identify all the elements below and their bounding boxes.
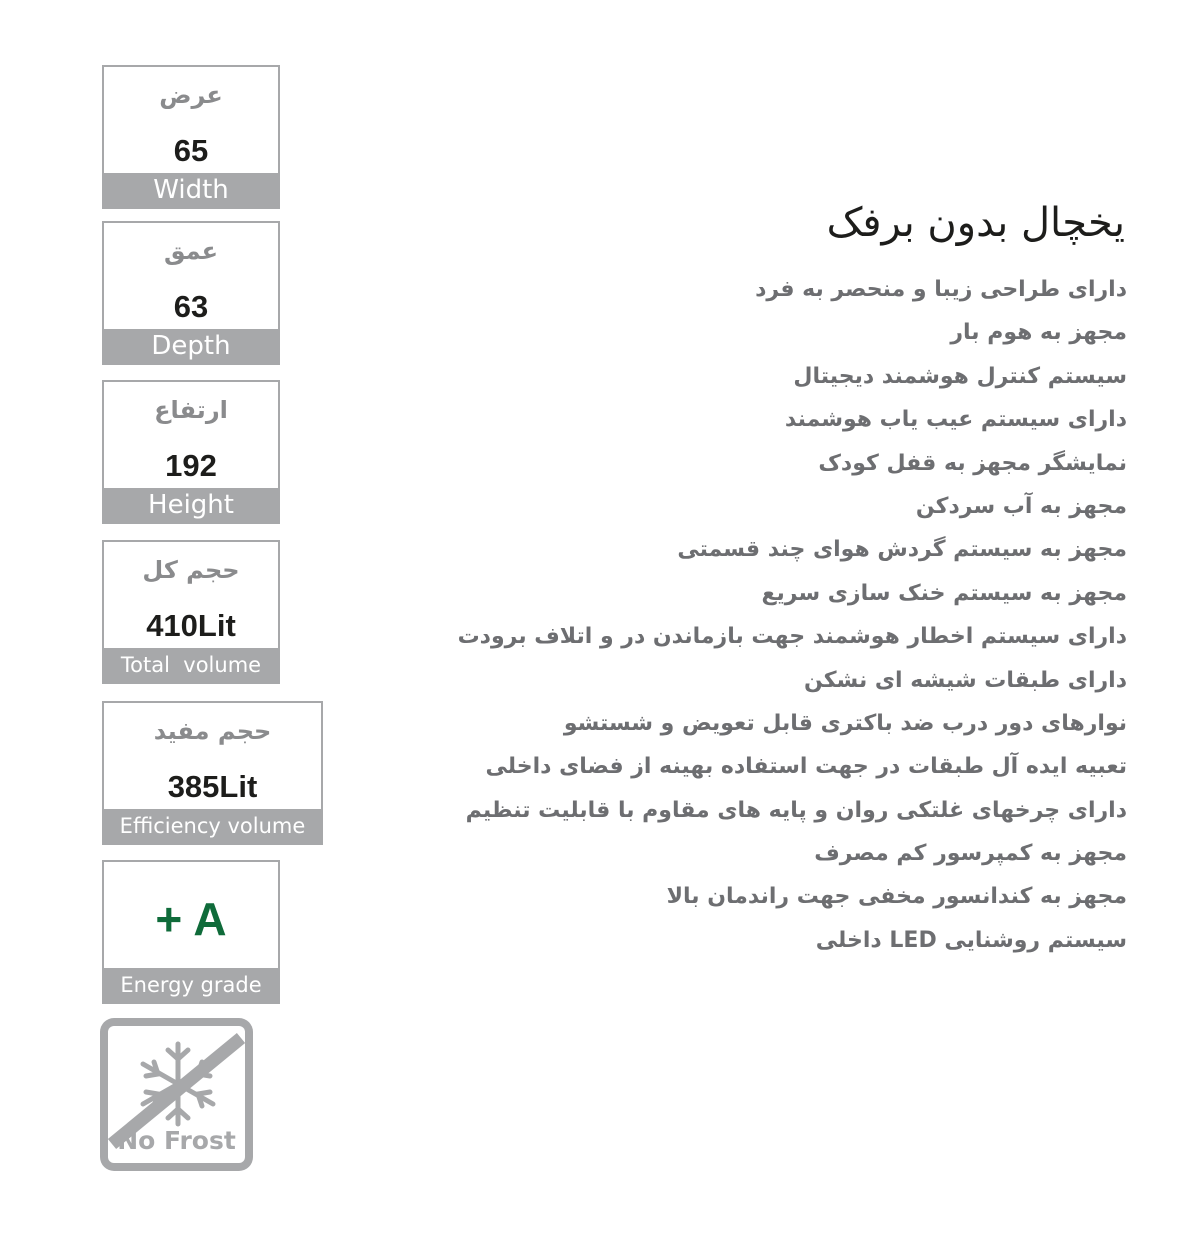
spec-label-en: Width [104, 173, 278, 207]
feature-item: مجهز به کندانسور مخفی جهت راندمان بالا [666, 884, 1127, 910]
spec-label-en: Efficiency volume [104, 809, 321, 843]
no-frost-badge-inner [108, 1026, 245, 1163]
spec-box-efficiency-volume [102, 701, 323, 845]
spec-label-en: Total volume [104, 648, 278, 682]
spec-box-depth [102, 221, 280, 365]
feature-item: دارای سیستم عیب یاب هوشمند [784, 407, 1127, 433]
spec-box-total-volume [102, 540, 280, 684]
spec-label-en: Depth [104, 329, 278, 363]
feature-item: نوارهای دور درب ضد باکتری قابل تعویض و شستشو [563, 710, 1127, 736]
feature-item: مجهز به کمپرسور کم مصرف [814, 841, 1127, 867]
feature-item: دارای چرخهای غلتکی روان و پایه های مقاوم با قابلیت تنظیم [465, 797, 1127, 823]
spec-label-fa: حجم کل [142, 556, 240, 584]
spec-box-width [102, 65, 280, 209]
spec-label-fa: حجم مفید [153, 717, 272, 745]
spec-value: 65 [173, 133, 209, 168]
spec-label-fa: ارتفاع [154, 396, 228, 424]
no-frost-label: No Frost [117, 1126, 236, 1155]
energy-grade-value: + A [155, 893, 227, 945]
spec-value: 192 [165, 448, 217, 483]
spec-label-fa: عرض [159, 81, 223, 109]
spec-label-en: Height [104, 488, 278, 522]
spec-value: 410Lit [146, 608, 236, 643]
feature-item: سیستم روشنایی LED داخلی [815, 927, 1127, 953]
feature-item: تعبیه ایده آل طبقات در جهت استفاده بهینه از فضای داخلی [485, 754, 1127, 780]
feature-list [458, 268, 1127, 962]
energy-grade-label: Energy grade [104, 968, 278, 1002]
feature-item: مجهز به سیستم گردش هوای چند قسمتی [677, 537, 1127, 563]
spec-value: 63 [173, 289, 209, 324]
feature-item: مجهز به آب سردکن [915, 493, 1127, 519]
product-title: یخچال بدون برفک [826, 200, 1125, 246]
feature-item: سیستم کنترل هوشمند دیجیتال [793, 363, 1127, 389]
spec-label-fa: عمق [163, 237, 219, 265]
feature-item: مجهز به سیستم خنک سازی سریع [761, 580, 1127, 606]
spec-value: 385Lit [167, 769, 258, 804]
feature-item: دارای سیستم اخطار هوشمند جهت بازماندن در و اتلاف برودت [457, 624, 1127, 650]
feature-item: دارای طراحی زیبا و منحصر به فرد [755, 277, 1127, 302]
feature-item: نمایشگر مجهز به قفل کودک [818, 450, 1127, 476]
spec-box-height [102, 380, 280, 524]
feature-item: دارای طبقات شیشه ای نشکن [803, 667, 1127, 693]
no-frost-badge [100, 1018, 253, 1171]
energy-grade-box [102, 860, 280, 1004]
feature-item: مجهز به هوم بار [950, 320, 1127, 346]
